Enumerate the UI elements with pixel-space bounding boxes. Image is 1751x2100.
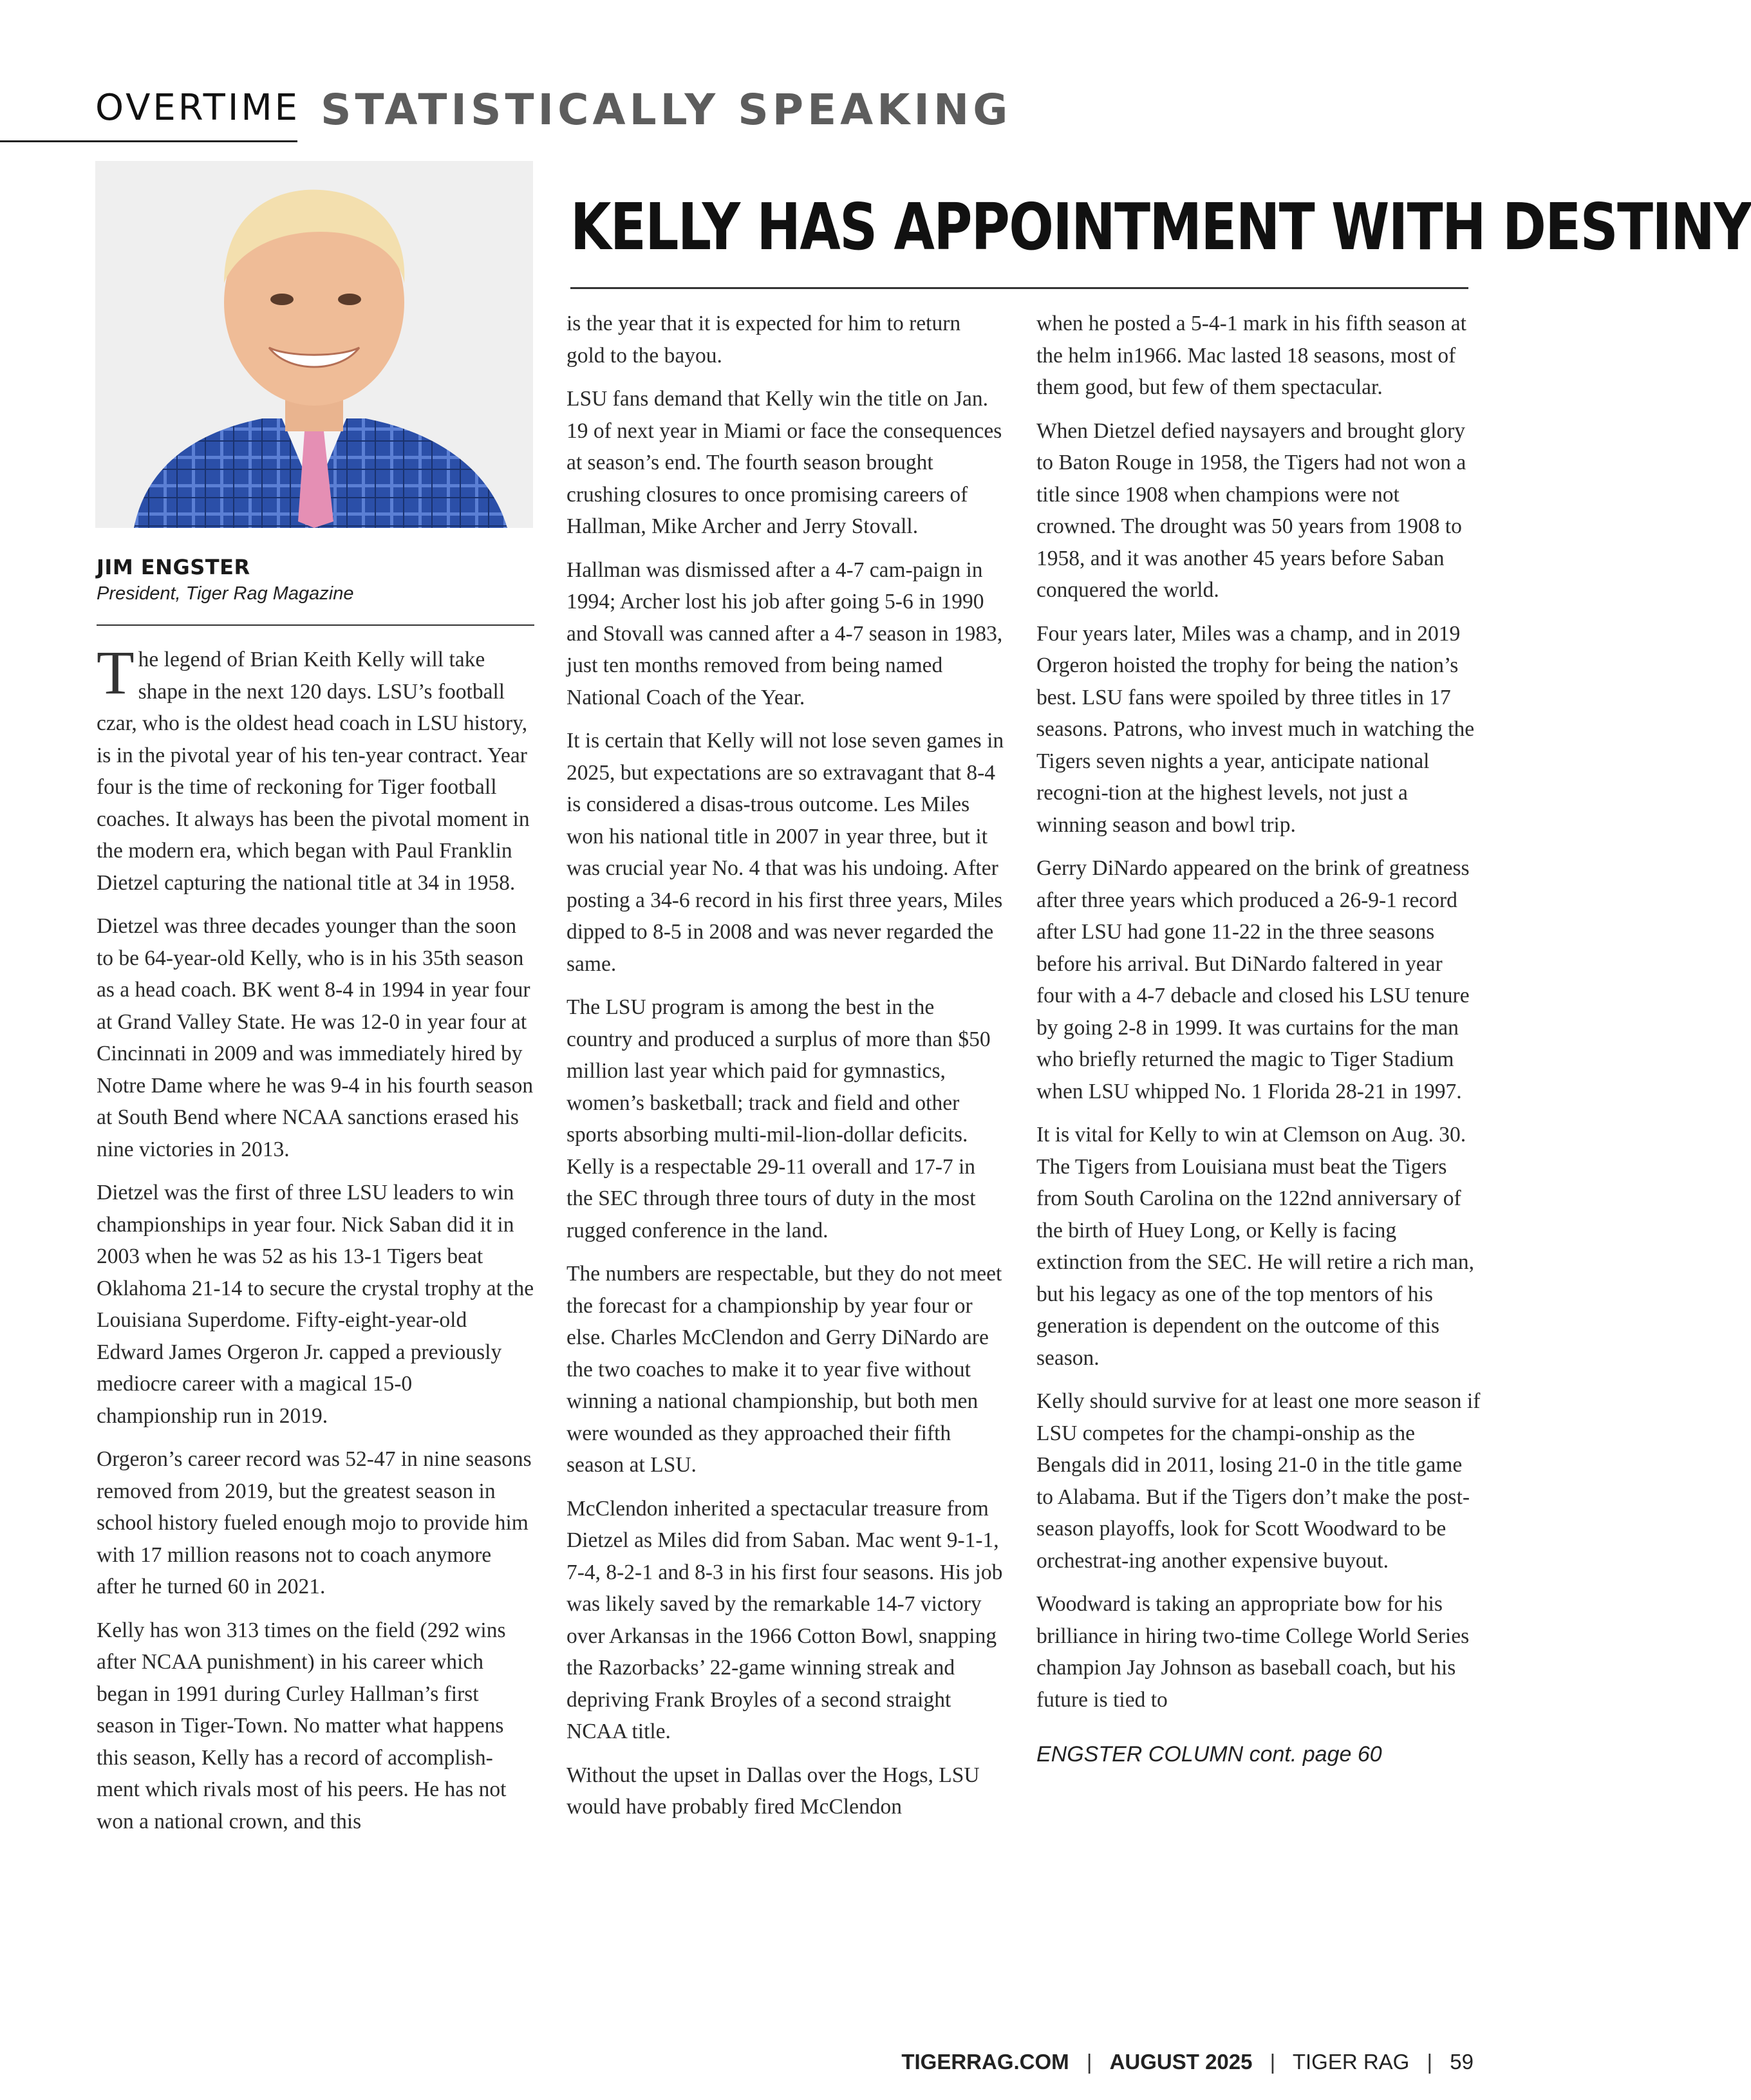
paragraph-text: he legend of Brian Keith Kelly will take shape in the next 120 days. LSU’s football czar, who is the oldest head coach in LSU history, is in the pivotal year of his ten-year contract. Year four is the time of reckoning for Tiger football coaches. It always has been the pivotal moment in the modern era, which began with Paul Franklin Dietzel capturing the national title at 34 in 1958. [97,648,530,895]
headline-rule [570,287,1468,289]
paragraph: Woodward is taking an appropriate bow for his brilliance in hiring two-time College World Series champion Jay Johnson as baseball coach, but his future is tied to [1036,1592,1470,1712]
footer-issue: AUGUST 2025 [1109,2050,1253,2074]
author-photo [95,161,533,528]
page-footer [901,2050,1474,2074]
page-number: 59 [1450,2050,1474,2074]
paragraph: LSU fans demand that Kelly win the title on Jan. 19 of next year in Miami or face the consequences at season’s end. The fourth season brought crushing closures to once promising careers of Hallman, Mike Archer and Jerry Stovall. [566,387,1002,538]
paragraph: Four years later, Miles was a champ, and in 2019 Orgeron hoisted the trophy for being the nation’s best. LSU fans were spoiled by three titles in 17 seasons. Patrons, who invest much in watching the Tigers seven nights a year, anticipate national recogni-tion at the highest levels, not just a winning season and bowl trip. [1036,621,1475,837]
footer-separator: | [1086,2050,1092,2074]
paragraph: When Dietzel defied naysayers and brought glory to Baton Rouge in 1958, the Tigers had not won a title since 1908 when champions were not crowned. The drought was 50 years from 1908 to 1958, and it was another 45 years before Saban conquered the world. [1036,418,1466,602]
paragraph: The numbers are respectable, but they do not meet the forecast for a championship by year four or else. Charles McClendon and Gerry DiNardo are the two coaches to make it to year five without winning a national championship, but both men were wounded as they approached their fifth season at LSU. [566,1262,1002,1477]
paragraph: Hallman was dismissed after a 4-7 cam-paign in 1994; Archer lost his job after going 5-6 in 1990 and Stovall was canned after a 4-7 season in 1983, just ten months removed from being named National Coach of the Year. [566,558,1003,709]
author-rule [97,624,534,626]
author-name: JIM ENGSTER [97,555,250,579]
paragraph: McClendon inherited a spectacular treasure from Dietzel as Miles did from Saban. Mac went 9-1-1, 7-4, 8-2-1 and 8-3 in his first four seasons. His job was likely saved by the remarkable 14-7 victory over Arkansas in the 1966 Cotton Bowl, snapping the Razorbacks’ 22-game winning streak and depriving Frank Broyles of a second straight NCAA title. [566,1496,1003,1743]
paragraph: when he posted a 5-4-1 mark in his fifth season at the helm in1966. Mac lasted 18 seasons, most of them good, but few of them spectacular. [1036,312,1466,399]
headline: KELLY HAS APPOINTMENT WITH DESTINY [570,189,1751,265]
paragraph: Orgeron’s career record was 52-47 in nine seasons removed from 2019, but the greatest season in school history fueled enough mojo to provide him with 17 million reasons not to coach anymore after he turned 60 in 2021. [97,1447,532,1598]
continued-note: ENGSTER COLUMN cont. page 60 [1036,1742,1382,1767]
paragraph: It is certain that Kelly will not lose seven games in 2025, but expectations are so extravagant that 8-4 is considered a disas-trous outcome. Les Miles won his national title in 2007 in year three, but it was crucial year No. 4 that was his undoing. After posting a 34-6 record in his first three years, Miles dipped to 8-5 in 2008 and was never regarded the same. [566,729,1004,976]
footer-magazine: TIGER RAG [1292,2050,1410,2074]
paragraph: Without the upset in Dallas over the Hogs, LSU would have probably fired McClendon [566,1763,980,1819]
article-column-1 [97,638,534,1849]
author-portrait-image [95,161,533,528]
paragraph [97,638,534,899]
section-label: OVERTIME [95,87,301,129]
paragraph: is the year that it is expected for him to return gold to the bayou. [566,312,961,368]
dropcap: T [97,638,135,707]
paragraph: It is vital for Kelly to win at Clemson on Aug. 30. The Tigers from Louisiana must beat the Tigers from South Carolina on the 122nd anniversary of the birth of Huey Long, or Kelly is facing extinction from the SEC. He will retire a rich man, but his legacy as one of the top mentors of his generation is dependent on the outcome of this season. [1036,1123,1475,1370]
paragraph: Dietzel was three decades younger than the soon to be 64-year-old Kelly, who is in his 35th season as a head coach. BK went 8-4 in 1994 in year four at Grand Valley State. He was 12-0 in year four at Cincinnati in 2009 and was immediately hired by Notre Dame where he was 9-4 in his fourth season at South Bend where NCAA sanctions erased his nine victories in 2013. [97,914,534,1161]
footer-site: TIGERRAG.COM [901,2050,1069,2074]
subsection-label: STATISTICALLY SPEAKING [321,85,1012,135]
footer-separator: | [1427,2050,1433,2074]
footer-separator: | [1269,2050,1276,2074]
paragraph: The LSU program is among the best in the country and produced a surplus of more than $50 million last year which paid for gymnastics, women’s basketball; track and field and other sports absorbing multi-mil-lion-dollar deficits. Kelly is a respectable 29-11 overall and 17-7 in the SEC through three tours of duty in the most rugged conference in the land. [566,995,991,1242]
author-title: President, Tiger Rag Magazine [97,583,354,604]
paragraph: Kelly has won 313 times on the field (292 wins after NCAA punishment) in his career which began in 1991 during Curley Hallman’s first season in Tiger-Town. No matter what happens this season, Kelly has a record of accomplish-ment which rivals most of his peers. He has not won a national crown, and this [97,1618,507,1833]
paragraph: Dietzel was the first of three LSU leaders to win championships in year four. Nick Saban did it in 2003 when he was 52 as his 13-1 Tigers beat Oklahoma 21-14 to secure the crystal trophy at the Louisiana Superdome. Fifty-eight-year-old Edward James Orgeron Jr. capped a previously mediocre career with a magical 15-0 championship run in 2019. [97,1181,534,1428]
article-column-3 [1036,308,1481,1771]
article-column-2 [566,308,1004,1835]
paragraph: Kelly should survive for at least one more season if LSU competes for the champi-onship as the Bengals did in 2011, losing 21-0 in the title game to Alabama. But if the Tigers don’t make the post-season playoffs, look for Scott Woodward to be orchestrat-ing another expensive buyout. [1036,1389,1481,1573]
paragraph: Gerry DiNardo appeared on the brink of greatness after three years which produced a 26-9-1 record after LSU had gone 11-22 in the three seasons before his arrival. But DiNardo faltered in year four with a 4-7 debacle and closed his LSU tenure by going 2-8 in 1999. It was curtains for the man who briefly returned the magic to Tiger Stadium when LSU whipped No. 1 Florida 28-21 in 1997. [1036,856,1470,1103]
section-rule [0,140,297,142]
